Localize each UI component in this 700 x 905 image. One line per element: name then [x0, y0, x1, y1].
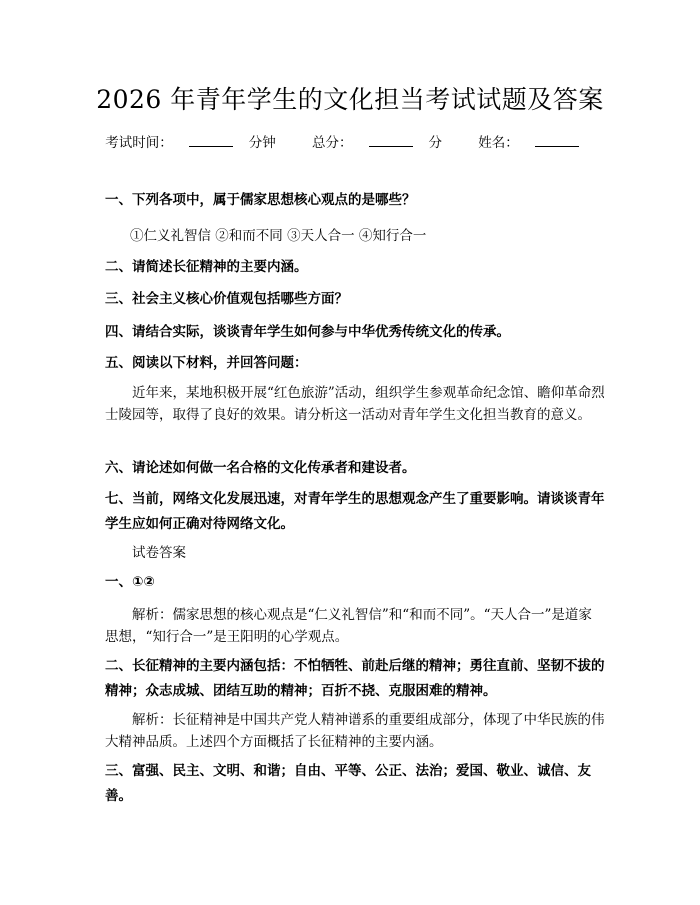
answers-title: 试卷答案	[132, 545, 186, 561]
exam-time: 考试时间： 分钟	[105, 135, 276, 151]
total-score: 总分： 分	[312, 135, 442, 151]
question-5: 五、阅读以下材料，并回答问题：	[105, 355, 308, 371]
score-blank[interactable]	[369, 134, 413, 147]
answer-1-explanation: 解析：儒家思想的核心观点是“仁义礼智信”和“和而不同”。“天人合一”是道家思想，“知行合一”是王阳明的心学观点。	[105, 607, 592, 645]
question-5-material: 近年来，某地积极开展“红色旅游”活动，组织学生参观革命纪念馆、瞻仰革命烈士陵园等，取得了良好的效果。请分析这一活动对青年学生文化担当教育的意义。	[105, 385, 605, 423]
question-3: 三、社会主义核心价值观包括哪些方面？	[105, 291, 348, 307]
page-title: 2026 年青年学生的文化担当考试试题及答案	[96, 85, 604, 114]
answer-1: 一、①②	[105, 574, 155, 590]
answer-2: 二、长征精神的主要内涵包括：不怕牺牲、前赴后继的精神；勇往直前、坚韧不拔的精神；众志成城、团结互助的精神；百折不挠、克服困难的精神。	[105, 658, 605, 699]
time-blank[interactable]	[189, 134, 233, 147]
question-1: 一、下列各项中，属于儒家思想核心观点的是哪些？	[105, 192, 416, 208]
question-4: 四、请结合实际，谈谈青年学生如何参与中华优秀传统文化的传承。	[105, 324, 510, 340]
student-name: 姓名：	[478, 131, 595, 151]
question-6: 六、请论述如何做一名合格的文化传承者和建设者。	[105, 460, 416, 476]
answer-2-explanation: 解析：长征精神是中国共产党人精神谱系的重要组成部分，体现了中华民族的伟大精神品质。上述四个方面概括了长征精神的主要内涵。	[105, 712, 605, 750]
name-blank[interactable]	[535, 134, 579, 147]
question-1-options: ①仁义礼智信 ②和而不同 ③天人合一 ④知行合一	[130, 228, 427, 244]
answer-3: 三、富强、民主、文明、和谐；自由、平等、公正、法治；爱国、敬业、诚信、友善。	[105, 763, 591, 804]
question-2: 二、请简述长征精神的主要内涵。	[105, 259, 308, 275]
exam-meta	[0, 131, 700, 151]
question-7: 七、当前，网络文化发展迅速，对青年学生的思想观念产生了重要影响。请谈谈青年学生应如何正确对待网络文化。	[105, 491, 605, 532]
